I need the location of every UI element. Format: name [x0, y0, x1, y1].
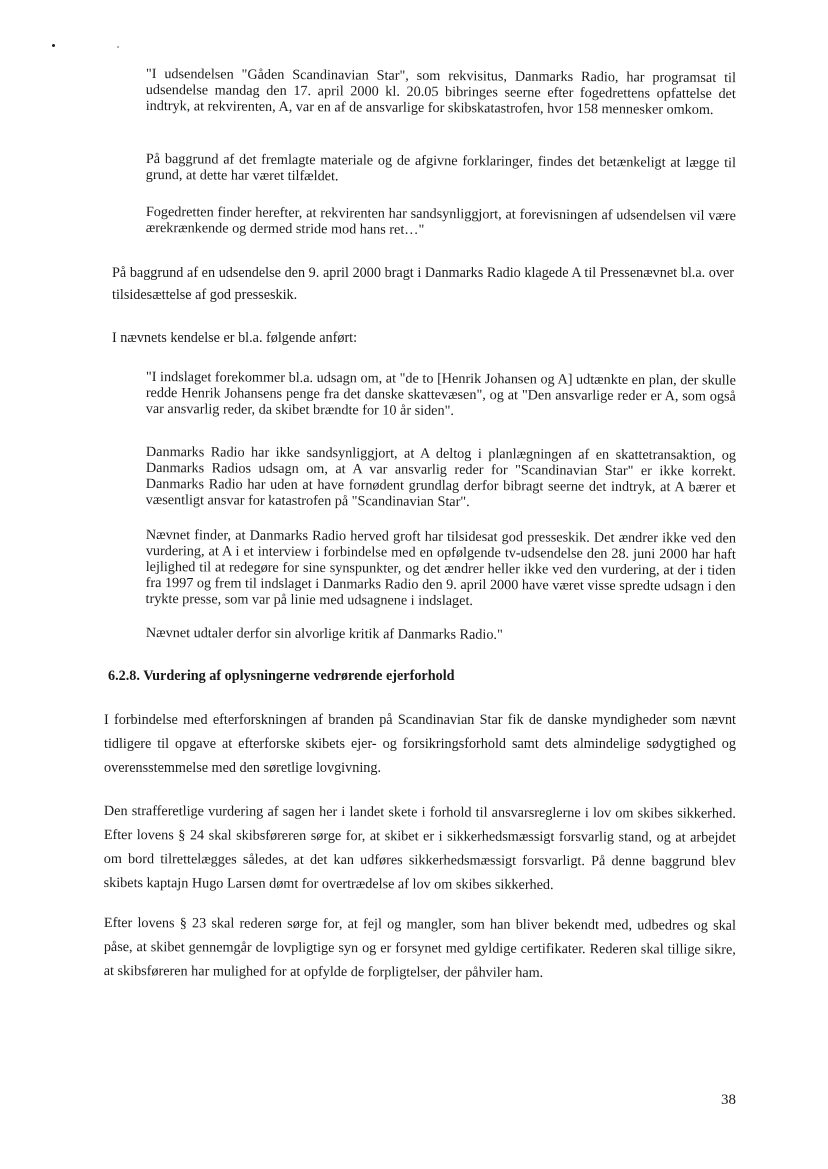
body-paragraph: I nævnets kendelse er bl.a. følgende anført: [112, 330, 358, 346]
scan-speck [117, 46, 119, 48]
quote-paragraph: Danmarks Radio har ikke sandsynliggjort, at A deltog i planlægningen af en skattetransaktion, og Danmarks Radios udsagn om, at A var ansvarlig reder for "Scandinavian Star" er ikke korrekt. Danmarks Radio har uden at have fornødent grundlag derfor bibragt seerne det indtryk, at A bærer et væsentligt ansvar for katastrofen på "Scandinavian Star". [145, 444, 736, 510]
body-paragraph: Den strafferetlige vurdering af sagen her i landet skete i forhold til ansvarsreglerne i lov om skibes sikkerhed. Efter lovens § 24 skal skibsføreren sørge for, at skibet er i sikkerhedsmæssigt forsvarlig stand, og at arbejdet om bord tilrettelægges således, at det kan udføres sikkerhedsmæssigt forsvarligt. På denne baggrund blev skibets kaptajn Hugo Larsen dømt for overtrædelse af lov om skibes sikkerhed. [103, 802, 736, 893]
body-paragraph: På baggrund af en udsendelse den 9. april 2000 bragt i Danmarks Radio klagede A til Pressenævnet bl.a. over tilsidesættelse af god presseskik. [112, 265, 734, 303]
quote-paragraph: Nævnet udtaler derfor sin alvorlige kritik af Danmarks Radio." [145, 625, 503, 643]
quote-paragraph: Nævnet finder, at Danmarks Radio herved groft har tilsidesat god presseskik. Det ændrer ikke ved den vurdering, at A i et interview i forbindelse med en opfølgende tv-udsendelse den 28. juni 2000 har haft lejlighed til at redegøre for sine synspunkter, og det ændrer heller ikke ved den vurdering, at der i tiden fra 1997 og frem til indslaget i Danmarks Radio den 9. april 2000 have været visse spredte udsagn i den trykte presse, som var på linie med udsagnene i indslaget. [145, 527, 736, 609]
body-paragraph: Efter lovens § 23 skal rederen sørge for, at fejl og mangler, som han bliver bekendt med, udbedres og skal påse, at skibet gennemgår de lovpligtige syn og er forsynet med gyldige certifikater. Rederen skal tillige sikre, at skibsføreren har mulighed for at opfylde de forpligtelser, der påhviler ham. [103, 914, 736, 981]
quote-paragraph: På baggrund af det fremlagte materiale og de afgivne forklaringer, findes det betænkeligt at lægge til grund, at dette har været tilfældet. [145, 151, 736, 185]
body-paragraph: I forbindelse med efterforskningen af branden på Scandinavian Star fik de danske myndigheder som nævnt tidligere til opgave at efterforske skibets ejer- og forsikringsforhold samt dets almindelige sødygtighed og overensstemmelse med den søretlige lovgivning. [104, 712, 736, 776]
section-heading: 6.2.8. Vurdering af oplysningerne vedrørende ejerforhold [108, 668, 455, 684]
page-number: 38 [721, 1092, 736, 1108]
scan-speck [52, 44, 55, 47]
quote-paragraph: "I udsendelsen "Gåden Scandinavian Star", som rekvisitus, Danmarks Radio, har programsat til udsendelse mandag den 17. april 2000 kl. 20.05 bibringes seerne efter fogedrettens opfattelse det indtryk, at rekvirenten, A, var en af de ansvarlige for skibskatastrofen, hvor 158 mennesker omkom. [145, 66, 736, 118]
quote-paragraph: "I indslaget forekommer bl.a. udsagn om, at "de to [Henrik Johansen og A] udtænkte en plan, der skulle redde Henrik Johansens penge fra det danske skattevæsen", og at "Den ansvarlige reder er A, som også var ansvarlig reder, da skibet brændte for 10 år siden". [145, 369, 736, 419]
quote-paragraph: Fogedretten finder herefter, at rekvirenten har sandsynliggjort, at forevisningen af udsendelsen vil være ærekrænkende og dermed stride mod hans ret…" [145, 204, 736, 238]
